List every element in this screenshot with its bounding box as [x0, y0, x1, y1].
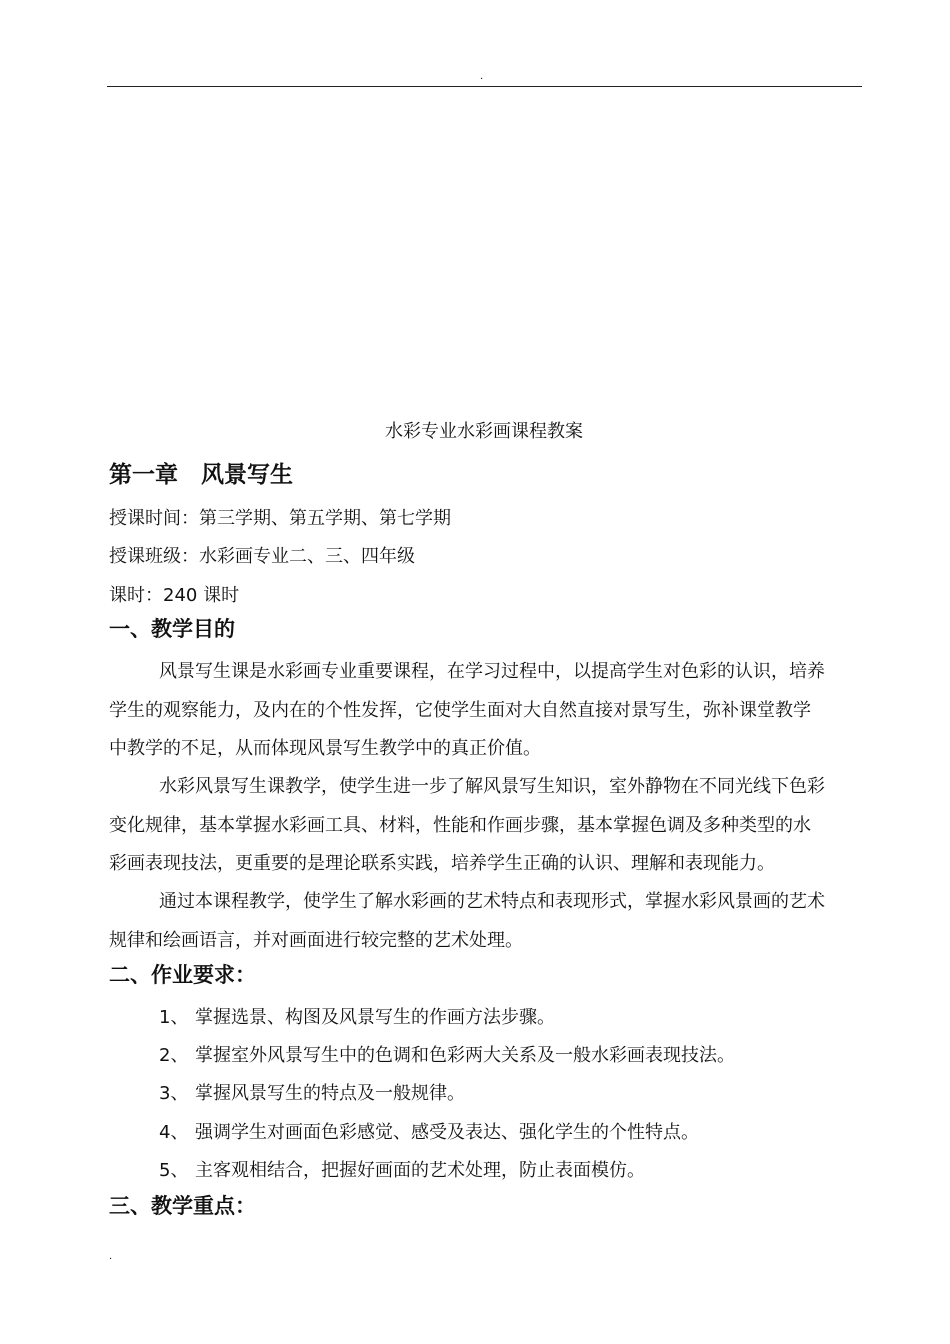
meta-class: 授课班级：水彩画专业二、三、四年级 — [109, 546, 415, 567]
requirement-item — [159, 1121, 699, 1145]
requirement-number: 5、 — [159, 1160, 189, 1181]
requirement-text: 强调学生对画面色彩感觉、感受及表达、强化学生的个性特点。 — [195, 1122, 699, 1143]
section-heading-assignments: 二、作业要求： — [109, 963, 256, 987]
meta-teaching-time: 授课时间：第三学期、第五学期、第七学期 — [109, 508, 451, 529]
requirement-number: 4、 — [159, 1122, 189, 1143]
header-rule — [107, 86, 862, 87]
requirement-item — [159, 1006, 555, 1030]
paragraph-line: 通过本课程教学，使学生了解水彩画的艺术特点和表现形式，掌握水彩风景画的艺术 — [159, 891, 825, 912]
requirement-text: 掌握选景、构图及风景写生的作画方法步骤。 — [195, 1007, 555, 1028]
section-heading-objectives: 一、教学目的 — [109, 617, 235, 641]
chapter-title: 第一章 风景写生 — [109, 462, 293, 488]
requirement-item — [159, 1082, 465, 1106]
requirement-text: 掌握室外风景写生中的色调和色彩两大关系及一般水彩画表现技法。 — [195, 1045, 735, 1066]
requirement-number: 2、 — [159, 1045, 189, 1066]
paragraph-line: 中教学的不足，从而体现风景写生教学中的真正价值。 — [109, 738, 541, 759]
paragraph-line: 变化规律，基本掌握水彩画工具、材料，性能和作画步骤，基本掌握色调及多种类型的水 — [109, 815, 811, 836]
document-title: 水彩专业水彩画课程教案 — [385, 421, 583, 442]
section-heading-key-points: 三、教学重点： — [109, 1194, 256, 1218]
paragraph-line: 规律和绘画语言，并对画面进行较完整的艺术处理。 — [109, 930, 523, 951]
paragraph-line: 学生的观察能力，及内在的个性发挥，它使学生面对大自然直接对景写生，弥补课堂教学 — [109, 700, 811, 721]
requirement-number: 3、 — [159, 1083, 189, 1104]
header-mark: . — [480, 71, 484, 82]
meta-hours: 课时：240 课时 — [109, 585, 240, 606]
paragraph-line: 彩画表现技法，更重要的是理论联系实践，培养学生正确的认识、理解和表现能力。 — [109, 853, 775, 874]
requirement-number: 1、 — [159, 1007, 189, 1028]
paragraph-line: 水彩风景写生课教学，使学生进一步了解风景写生知识，室外静物在不同光线下色彩 — [159, 776, 825, 797]
requirement-text: 主客观相结合，把握好画面的艺术处理，防止表面模仿。 — [195, 1160, 645, 1181]
requirement-item — [159, 1159, 645, 1183]
requirement-item — [159, 1044, 735, 1068]
requirement-text: 掌握风景写生的特点及一般规律。 — [195, 1083, 465, 1104]
paragraph-line: 风景写生课是水彩画专业重要课程，在学习过程中，以提高学生对色彩的认识，培养 — [159, 661, 825, 682]
footer-mark: . — [109, 1251, 113, 1262]
